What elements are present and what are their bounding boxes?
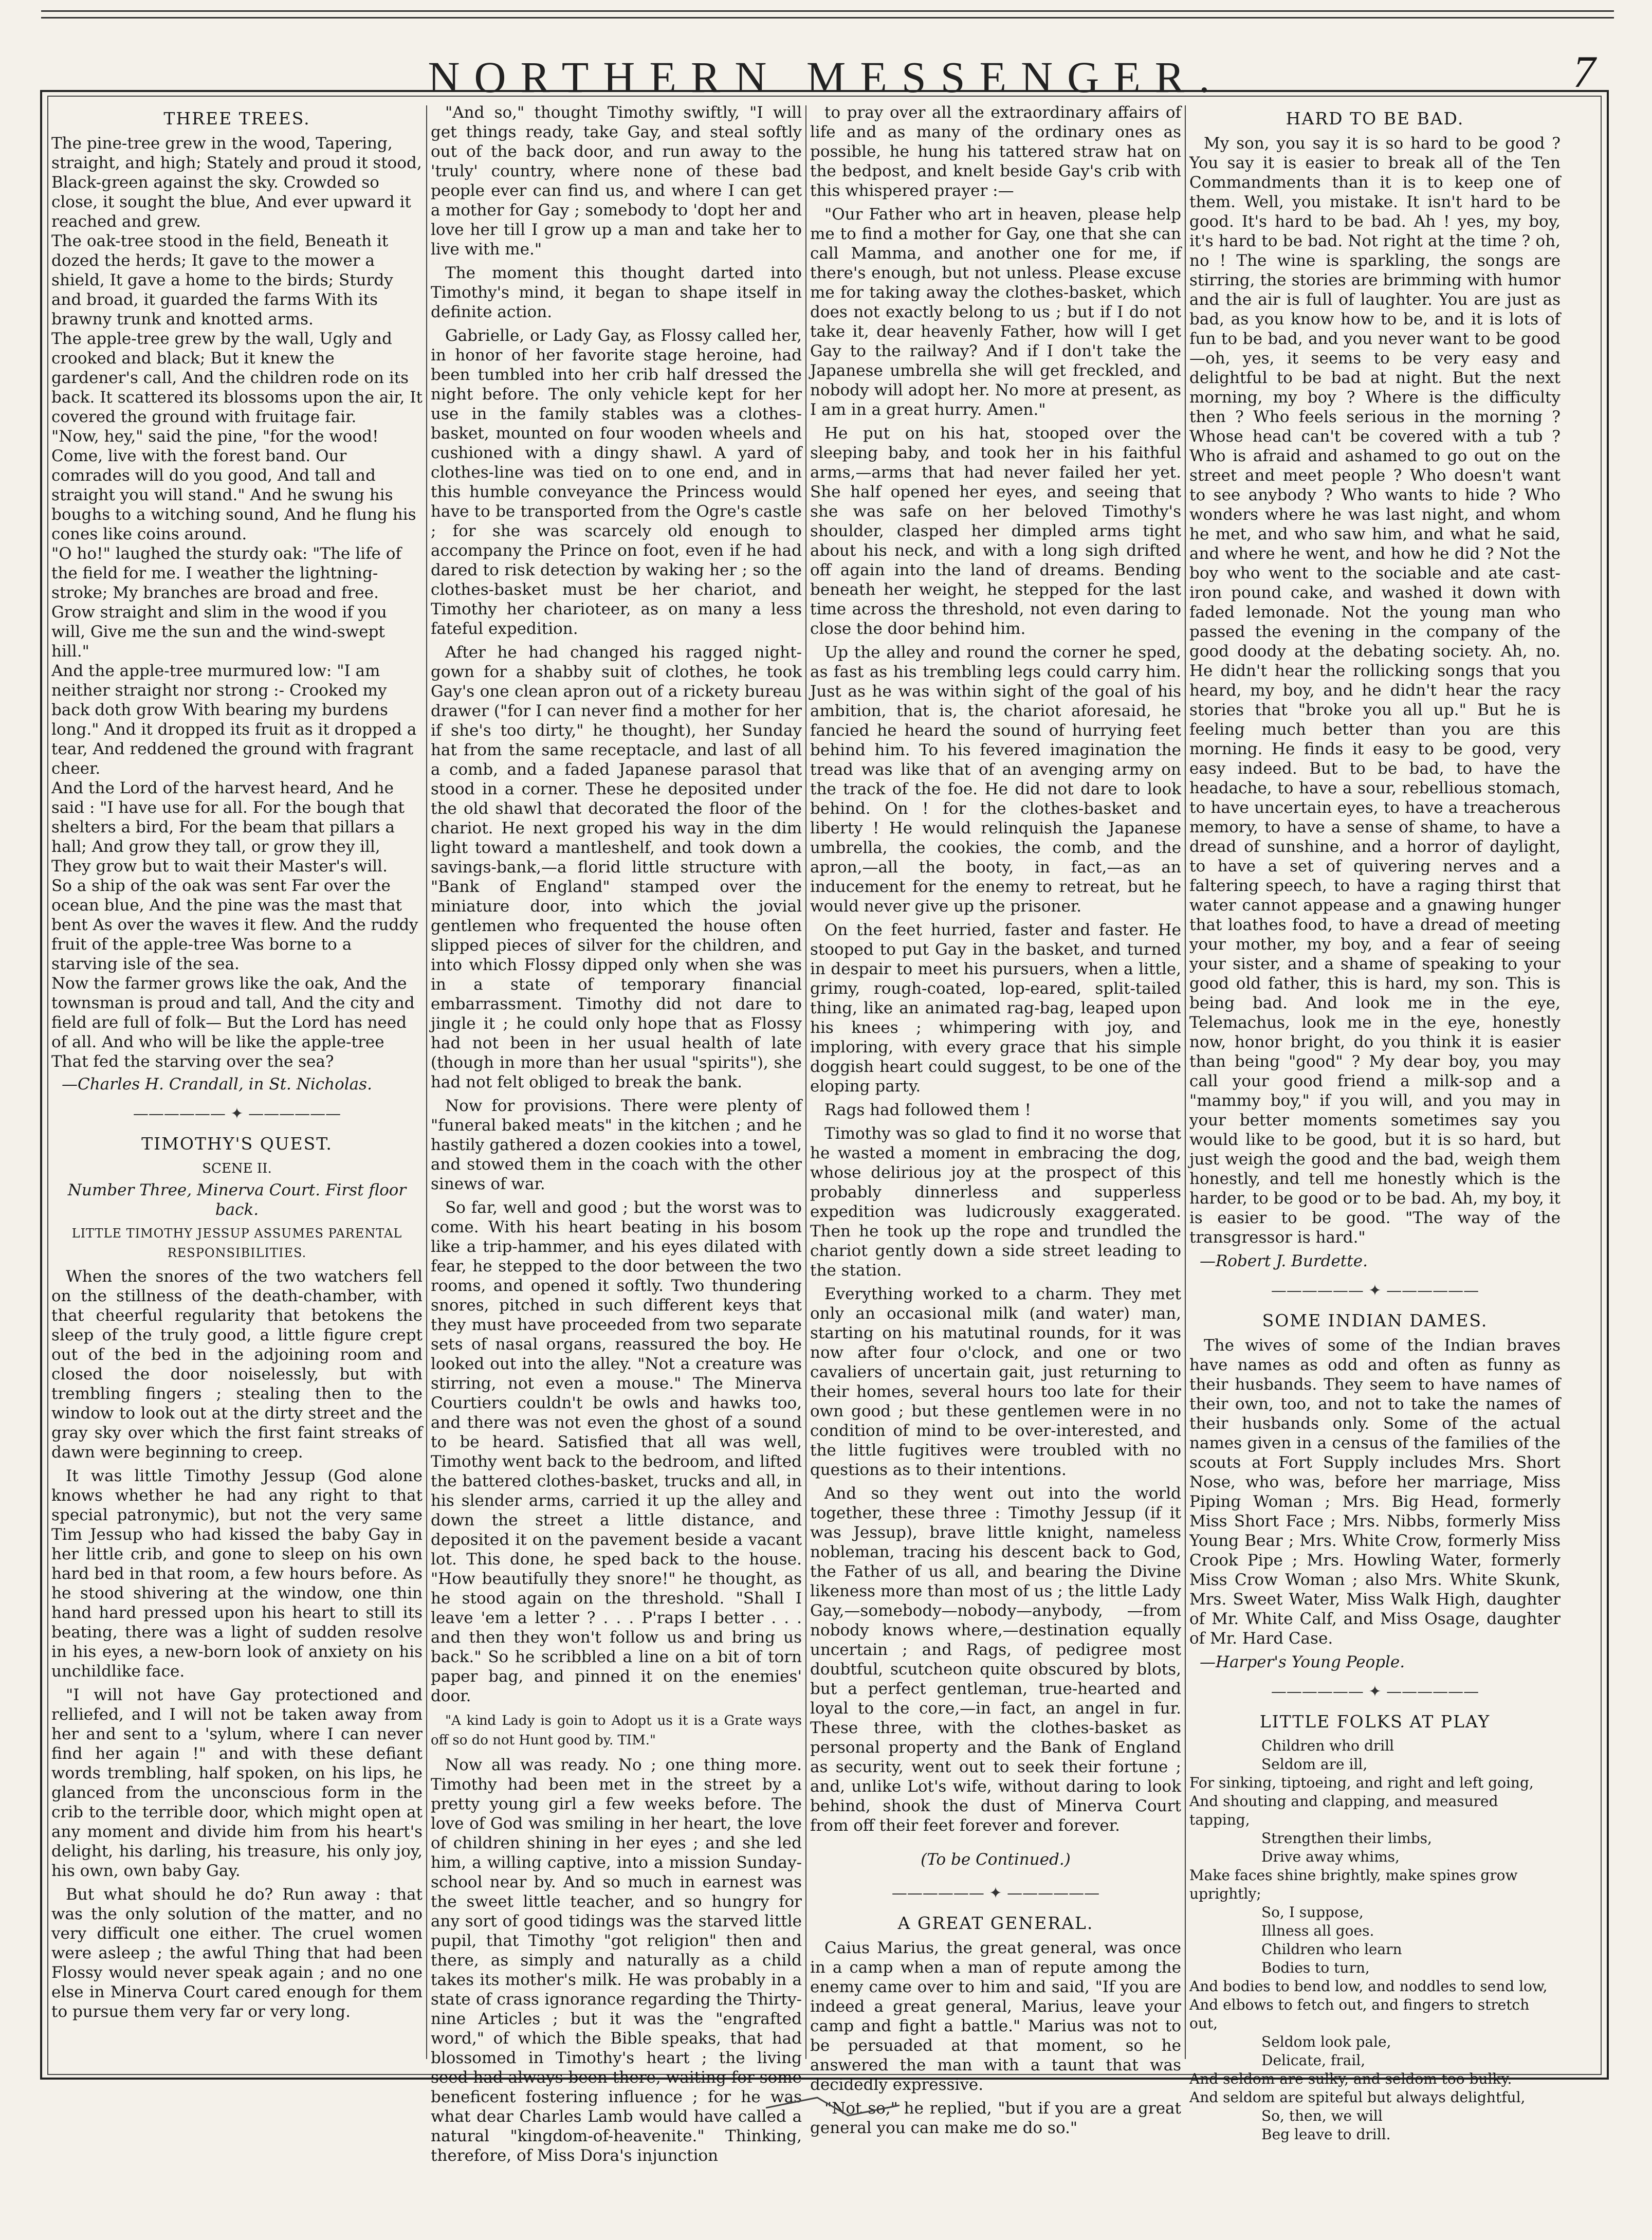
story-paragraph: "Not so," he replied, "but if you are a great general you can make me do so." [810, 2099, 1181, 2137]
poem-line: So, then, we will [1261, 2107, 1383, 2124]
to-be-continued: (To be Continued.) [921, 1850, 1071, 1869]
poem-line: Drive away whims, [1261, 1848, 1400, 1865]
dames-attribution: —Harper's Young People. [1200, 1653, 1405, 1671]
column-rule [805, 105, 806, 2059]
hard-text: My son, you say it is so hard to be good ? You say it is easier to break all of the Ten Commandments than it is to keep one of them. Well, you mistake. It isn't hard to be good. It's hard to be bad. Ah ! yes, my boy, it's hard to be bad. Not right at the time ? oh, no ! The wine is sparkling, the songs are stirring, the stories are brimming with humor and the air is full of laughter. You are just as bad, as you know how to be, and it is lots of fun to be bad, and you never want to be good—oh, yes, it seems to be very easy and delightful to be bad at night. But the next morning, my boy ? Where is the difficulty then ? Who feels serious in the morning ? Whose head can't be covered with a tub ? Who is afraid and ashamed to go out on the street and meet people ? Who doesn't want to see anybody ? Who wants to hide ? Who wonders where he was last night, and whom he met, and who saw him, and what he said, and where he went, and how he did ? Not the boy who went to the sociable and ate cast-iron pound cake, and washed it down with faded lemonade. Not the young man who passed the evening in the company of the good doody at the debating society. Ah, no. He didn't hear the rollicking songs that you heard, my boy, and he didn't hear the racy stories that "broke you all up." But he is feeling much better than you are this morning. He finds it easy to be good, very easy indeed. But to be bad, to have the headache, to have a sour, rebellious stomach, to have uncertain eyes, to have a treacherous memory, to have a sense of shame, to have a dread of sunshine, and a horror of daylight, to have a set of quivering nerves and a faltering speech, to have a raging thirst that water cannot appease and a gnawing hunger that loathes food, to have a dread of meeting your mother, my boy, and a fear of seeing your sister, and a shame of speaking to your good old father, this is hard, my son. This is being bad. And look me in the eye, Telemachus, look me in the eye, honestly now, honor bright, do you think it is easier than being "good" ? My dear boy, you may call your good friend a milk-sop and a "mammy boy," if you will, and you may in your better moments sometimes say you would like to be good, but it is so hard, but just weigh the good and the bad, weigh them honestly, and tell me honestly which is the harder, to be good or to be bad. Ah, my boy, it is easier to be good. "The way of the transgressor is hard." [1189, 134, 1561, 1247]
poem-line: Strengthen their limbs, [1261, 1830, 1432, 1847]
poem-line: And bodies to bend low, and noddles to send low, [1189, 1978, 1548, 1995]
story-paragraph: Rags had followed them ! [824, 1101, 1031, 1119]
poem-line: And seldom are sulky, and seldom too bulky. [1189, 2070, 1512, 2087]
poem-stanza: Now the farmer grows like the oak, And the townsman is proud and tall, And the city and field are full of folk— But the Lord has need of all. And who will be like the apple-tree That fed the starving over the sea? [51, 974, 415, 1071]
torn-edge-mark [756, 2087, 910, 2128]
masthead-title: NORTHERN MESSENGER. [428, 52, 1224, 102]
column-1 [51, 103, 423, 2062]
story-paragraph: The moment this thought darted into Timothy's mind, it began to shape itself in definite action. [431, 264, 802, 321]
poem-title: THREE TREES. [163, 108, 310, 129]
story-paragraph: On the feet hurried, faster and faster. He stooped to put Gay in the basket, and turned in despair to meet his pursuers, when a little, grimy, rough-coated, lop-eared, split-tailed thing, like an animated rag-bag, leaped upon his knees ; whimpering with joy, and imploring, with every grace that his simple doggish heart could suggest, to be one of the eloping party. [810, 921, 1181, 1096]
poem-stanza: And the apple-tree murmured low: "I am neither straight nor strong :- Crooked my back doth grow With bearing my burdens long." And it dropped its fruit as it dropped a tear, And reddened the ground with fragrant cheer. [51, 662, 417, 778]
section-divider: —————— ✦ —————— [891, 1884, 1100, 1902]
poem-line: For sinking, tiptoeing, and right and left going, [1189, 1774, 1534, 1791]
story-paragraph: Gabrielle, or Lady Gay, as Flossy called her, in honor of her favorite stage heroine, had been tumbled into her crib half dressed the night before. The only vehicle kept for her use in the family stables was a clothes-basket, mounted on four wooden wheels and cushioned with a dingy shawl. A yard of clothes-line was tied on to one end, and in this humble conveyance the Princess would have to be transported from the Ogre's castle ; for she was scarcely old enough to accompany the Prince on foot, even if he had dared to risk detection by waking her ; so the clothes-basket must be her chariot, and Timothy her charioteer, as on many a less fateful expedition. [431, 326, 802, 638]
dames-text: The wives of some of the Indian braves have names as odd and often as funny as their husbands. They seem to have names of their own, too, and not to take the names of their husbands only. Some of the actual names given in a census of the families of the scouts at Fort Supply includes Mrs. Short Nose, who was, before her marriage, Miss Piping Woman ; Mrs. Big Head, formerly Miss Short Face ; Mrs. Nibbs, formerly Miss Young Bear ; Mrs. White Crow, formerly Miss Crook Pipe ; Mrs. Howling Water, formerly Miss Crow Woman ; also Mrs. White Skunk, Mrs. Sweet Water, Miss Walk High, daughter of Mr. White Calf, and Miss Osage, daughter of Mr. Hard Case. [1189, 1336, 1561, 1648]
story-text-part4 [810, 103, 1181, 1835]
section-divider: —————— ✦ —————— [1271, 1282, 1479, 1300]
story-paragraph: After he had changed his ragged night-gown for a shabby suit of clothes, he took Gay's one clean apron out of a rickety bureau drawer ("for I can never find a mother for her if she's too dirty," he thought), her Sunday hat from the same receptacle, and last of all a comb, and a faded Japanese parasol that stood in a corner. These he deposited under the old shawl that decorated the floor of the chariot. He next groped his way in the dim light toward a mantleshelf, and took down a savings-bank,—a florid little structure with "Bank of England" stamped over the miniature door, into which the jovial gentlemen who frequented the house often slipped pieces of silver for the children, and into which Flossy dipped only when she was in a state of temporary financial embarrassment. Timothy did not dare to jingle it ; he could only hope that as Flossy had not been in her usual health of late (though in more than her usual "spirits"), she had not felt obliged to break the bank. [431, 643, 802, 1091]
story-paragraph: to pray over all the extraordinary affairs of life and as many of the ordinary ones as possible, he hung his tattered straw hat on the bedpost, and knelt beside Gay's crib with this whispered prayer :— [810, 103, 1181, 200]
poem-line: Make faces shine brightly, make spines grow uprightly; [1189, 1867, 1518, 1902]
story-paragraph: When the snores of the two watchers fell on the stillness of the death-chamber, with that cheerful regularity that betokens the sleep of the truly good, a little figure crept out of the bed in the adjoining room and closed the door noiselessly, but with trembling fingers ; stealing then to the window to look out at the dirty street and the gray sky over which the first faint streaks of dawn were beginning to creep. [51, 1267, 423, 1462]
story-paragraph: Up the alley and round the corner he sped, as fast as his trembling legs could carry him. Just as he was within sight of the goal of his ambition, that is, the chariot aforesaid, he fancied he heard the sound of hurrying feet behind him. To his fevered imagination the tread was like that of an avenging army on the track of the foe. He did not dare to look behind. On ! for the clothes-basket and liberty ! He would relinquish the Japanese umbrella, the cookies, the comb, and the apron,—all the booty, in fact,—as an inducement for the enemy to retreat, but he would never give up the prisoner. [810, 643, 1181, 916]
poem-line: Bodies to turn, [1261, 1959, 1370, 1976]
story-paragraph: And so they went out into the world together, these three : Timothy Jessup (if it was Jessup), brave little knight, nameless nobleman, tracing his descent back to God, the Father of us all, and bearing the Divine likeness more than most of us ; the little Lady Gay,—somebody—nobody—anybody, —from nobody knows where,—destination equally uncertain ; and Rags, of pedigree most doubtful, scutcheon quite obscured by blots, but a perfect gentleman, true-hearted and loyal to the core,—in fact, an angel in fur. These three, with the clothes-basket as personal property and the Bank of England as security, went out to seek their fortune ; and, unlike Lot's wife, without daring to look behind, shook the dust of Minerva Court from off their feet forever and forever. [810, 1484, 1181, 1835]
scene-location: Number Three, Minerva Court. First floor back. [67, 1181, 407, 1219]
poem-stanza: "Now, hey," said the pine, "for the wood! Come, live with the forest band. Our comrades will do you good, And tall and straight you will stand." And he swung his boughs to a witching sound, And he flung his cones like coins around. [51, 427, 416, 543]
poem-attribution: —Charles H. Crandall, in St. Nicholas. [62, 1075, 372, 1094]
story-paragraph: "Our Father who art in heaven, please help me to find a mother for Gay, one that she can call Mamma, and another one for me, if there's enough, but not unless. Please excuse me for taking away the clothes-basket, which does not exactly belong to us ; but if I do not take it, dear heavenly Father, how will I get Gay to the railway? And if I don't take the Japanese umbrella she will get freckled, and nobody will adopt her. No more at present, as I am in a great hurry. Amen." [810, 205, 1181, 419]
story-paragraph: Timothy was so glad to find it no worse that he wasted a moment in embracing the dog, whose delirious joy at the prospect of this probably dinnerless and supperless expedition was ludicrously exaggerated. Then he took up the rope and trundled the chariot gently down a side street leading to the station. [810, 1124, 1181, 1280]
dames-title: SOME INDIAN DAMES. [1262, 1310, 1488, 1331]
section-divider: —————— ✦ —————— [1271, 1683, 1479, 1701]
poem-line: Children who drill [1261, 1737, 1394, 1754]
story-subtitle: LITTLE TIMOTHY JESSUP ASSUMES PARENTAL RESPONSIBILITIES. [71, 1226, 402, 1260]
scene-label: SCENE II. [202, 1161, 272, 1176]
poem-three-trees [51, 134, 423, 1071]
timothy-note: "A kind Lady is goin to Adopt us it is a Grate ways off so do not Hunt good by. TIM." [431, 1713, 802, 1748]
hard-attribution: —Robert J. Burdette. [1200, 1252, 1368, 1270]
poem-stanza: The oak-tree stood in the field, Beneath it dozed the herds; It gave to the mower a shield, It gave a home to the birds; Sturdy and broad, it guarded the farms With its brawny trunk and knotted arms. [51, 232, 393, 329]
story-text-part3 [431, 1755, 802, 2165]
hard-title: HARD TO BE BAD. [1286, 108, 1464, 129]
column-rule [1185, 105, 1186, 2059]
poem-stanza: "O ho!" laughed the sturdy oak: "The life of the field for me. I weather the lightning-stroke; My branches are broad and free. Grow straight and slim in the wood if you will, Give me the sun and the wind-swept hill." [51, 544, 401, 661]
poem-line: Illness all goes. [1261, 1922, 1374, 1939]
poem-stanza: So a ship of the oak was sent Far over the ocean blue, And the pine was the mast that bent As over the waves it flew. And the ruddy fruit of the apple-tree Was borne to a starving isle of the sea. [51, 877, 418, 973]
story-text-part1 [51, 1267, 423, 2022]
poem-stanza: The apple-tree grew by the wall, Ugly and crooked and black; But it knew the gardener's call, And the children rode on its back. It scattered its blossoms upon the air, It covered the ground with fruitage fair. [51, 330, 423, 426]
section-divider: —————— ✦ —————— [133, 1105, 341, 1123]
poem-line: Seldom look pale, [1261, 2033, 1391, 2050]
poem-stanza: The pine-tree grew in the wood, Tapering, straight, and high; Stately and proud it stood, Black-green against the sky. Crowded so close, it sought the blue, And ever upward it reached and grew. [51, 134, 422, 231]
folks-title: LITTLE FOLKS AT PLAY [1259, 1711, 1491, 1732]
story-paragraph: Now for provisions. There were plenty of "funeral baked meats" in the kitchen ; and he hastily gathered a dozen cookies into a towel, and stowed them in the coach with the other sinews of war. [431, 1097, 802, 1193]
poem-line: Delicate, frail, [1261, 2052, 1366, 2069]
story-paragraph: It was little Timothy Jessup (God alone knows whether he had any right to that special patronymic), but not the very same Tim Jessup who had kissed the baby Gay in her little crib, and gone to sleep on his own hard bed in that room, a few hours before. As he stood shivering at the window, one thin hand hard pressed upon his heart to still its beating, there was a light of sudden resolve in his eyes, a new-born look of anxiety on his unchildlike face. [51, 1467, 423, 1681]
story-text-part2 [431, 103, 802, 1706]
column-rule [426, 105, 427, 2059]
story-paragraph: So far, well and good ; but the worst was to come. With his heart beating in his bosom like a trip-hammer, and his eyes dilated with fear, he stepped to the door between the two rooms, and opened it softly. Two thundering snores, pitched in such different keys that they must have proceeded from two separate sets of nasal organs, reassured the boy. He looked out into the alley. "Not a creature was stirring, not even a mouse." The Minerva Courtiers couldn't be owls and hawks too, and there was not even the ghost of a sound to be heard. Satisfied that all was well, Timothy went back to the bedroom, and lifted the battered clothes-basket, trucks and all, in his slender arms, carried it up the alley and down the street a little distance, and deposited it on the pavement beside a vacant lot. This done, he sped back to the house. "How beautifully they snore!" he thought, as he stood again on the threshold. "Shall I leave 'em a letter ? . . . P'raps I better . . . and then they won't follow us and bring us back." So he scribbled a line on a bit of torn paper bag, and pinned it on the enemies' door. [431, 1198, 802, 1705]
story-paragraph: Caius Marius, the great general, was once in a camp when a man of repute among the enemy came over to him and said, "If you are indeed a great general, Marius, leave your camp and fight a battle." Marius was not to be persuaded at that moment, so he answered the man with a taunt that was decidedly expressive. [810, 1939, 1181, 2094]
story-paragraph: He put on his hat, stooped over the sleeping baby, and took her in his faithful arms,—arms that had never failed her yet. She half opened her eyes, and seeing that she was safe on her beloved Timothy's shoulder, clasped her dimpled arms tight about his neck, and with a long sigh drifted off again into the land of dreams. Bending beneath her weight, he stepped for the last time across the threshold, not even daring to close the door behind him. [810, 424, 1181, 638]
story-paragraph: Now all was ready. No ; one thing more. Timothy had been met in the street by a pretty young girl a few weeks before. The love of God was smiling in her heart, the love of children shining in her eyes ; and she led him, a willing captive, into a mission Sunday-school near by. And so much in earnest was the sweet little teacher, and so hungry for any sort of good tidings was the starved little pupil, that Timothy "got religion" then and there, as simply and naturally as a child takes its mother's milk. He was probably in a state of crass ignorance regarding the Thirty-nine Articles ; but it was the "engrafted word," of which the Bible speaks, that had blossomed in Timothy's heart ; the living seed had always been there, waiting for some beneficent fostering influence ; for he was what dear Charles Lamb would have called a natural "kingdom-of-heavenite." Thinking, therefore, of Miss Dora's injunction [431, 1756, 802, 2165]
poem-line: And seldom are spiteful but always delightful, [1189, 2089, 1526, 2106]
story-paragraph: "I will not have Gay protectioned and relliefed, and I will not be taken away from her and sent to a 'sylum, where I can never find her again !" and with these defiant words trembling, half spoken, on his lips, he glanced from the unconscious form in the crib to the terrible door, which might open at any moment and divide him from his heart's delight, his darling, his treasure, his only joy, his own, own baby Gay. [51, 1686, 423, 1880]
story-title: TIMOTHY'S QUEST. [141, 1134, 333, 1154]
poem-line: And elbows to fetch out, and fingers to stretch out, [1189, 1996, 1530, 2032]
story-paragraph: Everything worked to a charm. They met only an occasional milk (and water) man, starting on his matutinal rounds, for it was now after four o'clock, and one or two cavaliers of uncertain gait, just returning to their homes, several hours too late for their own good ; but these gentlemen were in no condition of mind to be over-interested, and the little fugitives were troubled with no questions as to their intentions. [810, 1285, 1181, 1479]
column-4 [1189, 103, 1561, 2143]
column-3 [810, 103, 1181, 2137]
general-title: A GREAT GENERAL. [897, 1913, 1094, 1933]
story-paragraph: But what should he do? Run away : that was the only solution of the matter, and no very difficult one either. The cruel women were asleep ; the awful Thing that had been Flossy would never speak again ; and no one else in Minerva Court cared enough for them to pursue them very far or very long. [51, 1885, 423, 2021]
poem-line: And shouting and clapping, and measured tapping, [1189, 1793, 1498, 1828]
poem-line: So, I suppose, [1261, 1904, 1364, 1921]
poem-line: Seldom are ill, [1261, 1756, 1368, 1773]
poem-line: Beg leave to drill. [1261, 2126, 1391, 2143]
story-paragraph: "And so," thought Timothy swiftly, "I will get things ready, take Gay, and steal softly out of the back door, and run away to the 'truly' country, where none of these bad people ever can find us, and where I can get a mother for Gay ; somebody to 'dopt her and love her till I grow up a man and take her to live with me." [431, 103, 802, 259]
poem-stanza: And the Lord of the harvest heard, And he said : "I have use for all. For the bough that shelters a bird, For the beam that pillars a hall; And grow they tall, or grow they ill, They grow but to wait their Master's will. [51, 779, 405, 876]
top-border [41, 10, 1614, 19]
column-2 [431, 103, 802, 2165]
page-number: 7 [1573, 47, 1595, 97]
poem-line: Children who learn [1261, 1941, 1402, 1958]
folks-poem [1189, 1737, 1561, 2144]
